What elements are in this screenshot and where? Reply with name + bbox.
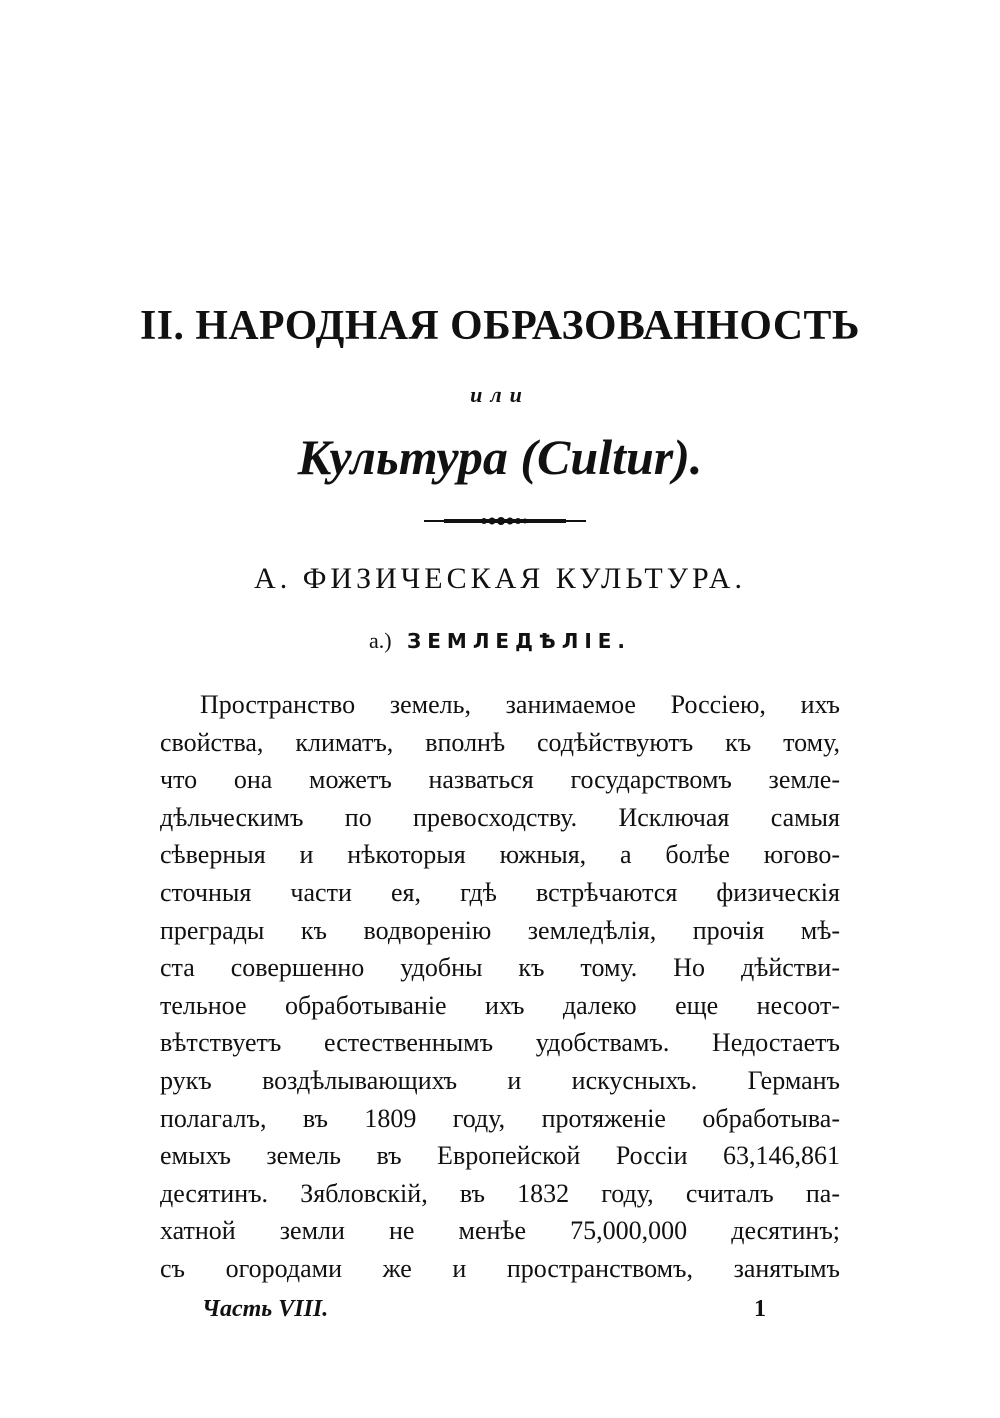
text-line: вѣтствуетъ естественнымъ удобствамъ. Недостаетъ: [160, 1028, 840, 1058]
text-line: тельное обработываніе ихъ далеко еще несоот-: [160, 990, 840, 1020]
section-title: А. ФИЗИЧЕСКАЯ КУЛЬТУРА.: [254, 562, 746, 595]
text-line: рукъ воздѣлывающихъ и искусныхъ. Германъ: [160, 1065, 840, 1095]
text-line: хатной земли не менѣе 75,000,000 десятинъ;: [160, 1216, 840, 1246]
subtitle: Культура (Cultur).: [297, 429, 703, 485]
text-line: свойства, климатъ, вполнѣ содѣйствуютъ къ тому,: [160, 727, 840, 757]
page-number: 1: [754, 1296, 766, 1322]
text-line: десятинъ. Зябловскій, въ 1832 году, считалъ па-: [160, 1178, 840, 1208]
text-line: что она можетъ назваться государствомъ земле-: [160, 765, 840, 795]
text-line: Пространство земель, занимаемое Россіею, ихъ: [200, 690, 840, 719]
subsection-marker: а.): [368, 628, 392, 653]
body-paragraph: [160, 686, 840, 1288]
text-line: преграды къ водворенію земледѣлія, прочія мѣ-: [160, 915, 840, 945]
text-line: дѣльческимъ по превосходству. Исключая самыя: [160, 802, 840, 832]
text-line: емыхъ земель въ Европейской Россіи 63,146,861: [160, 1141, 840, 1171]
text-line: ста совершенно удобны къ тому. Но дѣйстви-: [160, 953, 840, 983]
text-line: сточныя части ея, гдѣ встрѣчаются физическія: [160, 877, 840, 907]
connector-word: или: [470, 382, 530, 407]
ornament-divider: [424, 514, 586, 528]
text-line: полагалъ, въ 1809 году, протяженіе обработыва-: [160, 1103, 840, 1133]
subsection-title: [0, 628, 1000, 654]
text-line: сѣверныя и нѣкоторыя южныя, а болѣе югово-: [160, 840, 840, 870]
text-line: съ огородами же и пространствомъ, занятымъ: [160, 1253, 840, 1283]
chapter-title: II. НАРОДНАЯ ОБРАЗОВАННОСТЬ: [139, 303, 861, 349]
footer-part-label: Часть VIII.: [202, 1296, 329, 1322]
subsection-heading: ЗЕМЛЕДѢЛІЕ.: [407, 629, 632, 653]
